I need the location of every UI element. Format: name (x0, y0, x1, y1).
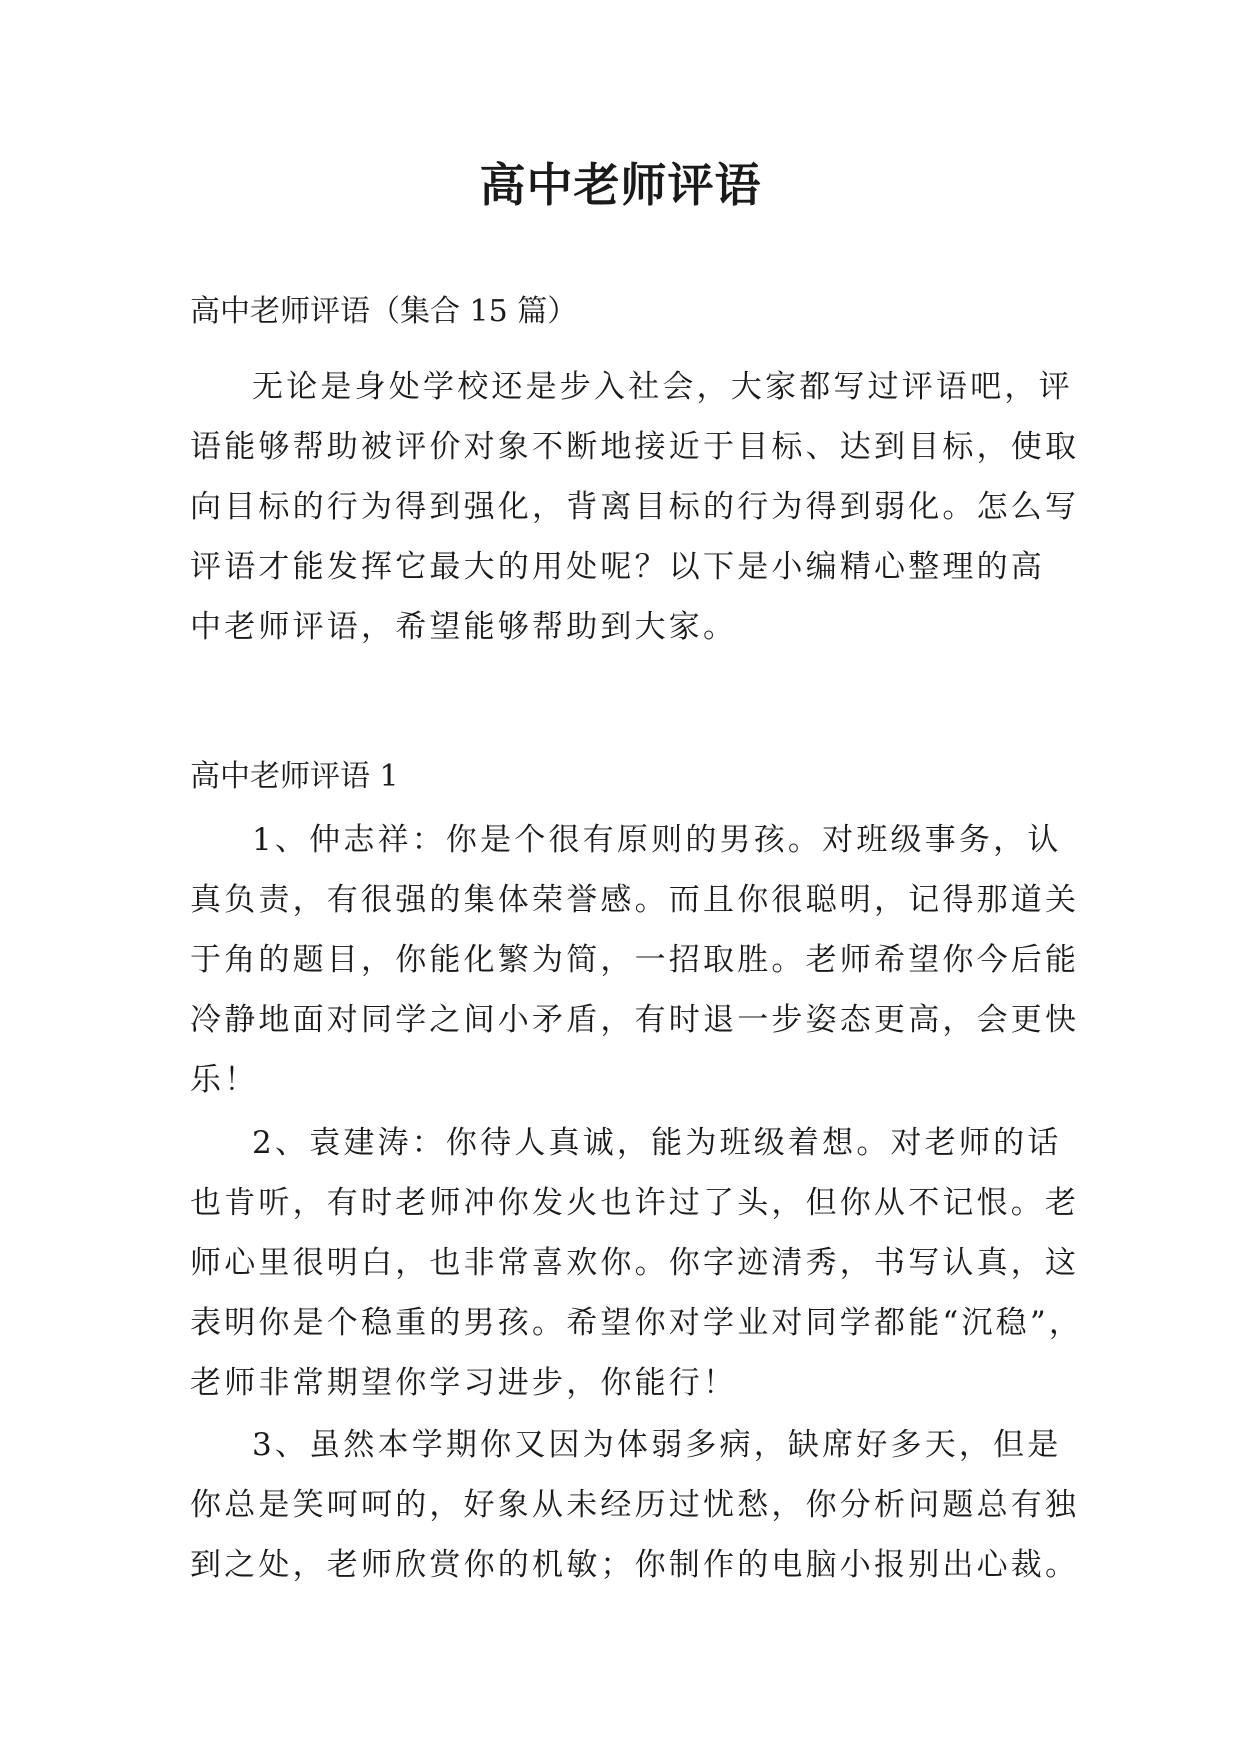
intro-line: 语能够帮助被评价对象不断地接近于目标、达到目标，使取 (190, 429, 1080, 465)
intro-line: 评语才能发挥它最大的用处呢？以下是小编精心整理的高 (190, 549, 1045, 585)
document-subtitle: 高中老师评语（集合 15 篇） (190, 294, 578, 329)
document-title: 高中老师评语 (479, 158, 762, 212)
comment-line: 师心里很明白，也非常喜欢你。你字迹清秀，书写认真，这 (190, 1245, 1080, 1281)
comment-line: 到之处，老师欣赏你的机敏；你制作的电脑小报别出心裁。 (190, 1547, 1080, 1583)
intro-paragraph (190, 357, 1080, 657)
comment-line: 表明你是个稳重的男孩。希望你对学业对同学都能“沉稳”， (190, 1305, 1084, 1341)
comment-item-1 (190, 810, 1080, 1110)
comment-item-3 (190, 1415, 1080, 1595)
comment-line: 冷静地面对同学之间小矛盾，有时退一步姿态更高，会更快 (190, 1002, 1080, 1038)
comment-item-2 (190, 1113, 1084, 1413)
intro-line: 无论是身处学校还是步入社会，大家都写过评语吧，评 (252, 369, 1073, 405)
comment-line: 2、袁建涛：你待人真诚，能为班级着想。对老师的话 (252, 1125, 1062, 1161)
comment-line: 乐！ (190, 1062, 259, 1098)
comment-line: 1、仲志祥：你是个很有原则的男孩。对班级事务，认 (252, 822, 1062, 858)
comment-line: 你总是笑呵呵的，好象从未经历过忧愁，你分析问题总有独 (190, 1487, 1080, 1523)
comment-line: 真负责，有很强的集体荣誉感。而且你很聪明，记得那道关 (190, 882, 1080, 918)
intro-line: 中老师评语，希望能够帮助到大家。 (190, 609, 738, 645)
intro-line: 向目标的行为得到强化，背离目标的行为得到弱化。怎么写 (190, 489, 1080, 525)
comment-line: 也肯听，有时老师冲你发火也许过了头，但你从不记恨。老 (190, 1185, 1080, 1221)
comment-line: 3、虽然本学期你又因为体弱多病，缺席好多天，但是 (252, 1427, 1062, 1463)
comment-line: 老师非常期望你学习进步，你能行！ (190, 1365, 738, 1401)
comment-line: 于角的题目，你能化繁为简，一招取胜。老师希望你今后能 (190, 942, 1080, 978)
section-heading: 高中老师评语 1 (190, 759, 399, 794)
